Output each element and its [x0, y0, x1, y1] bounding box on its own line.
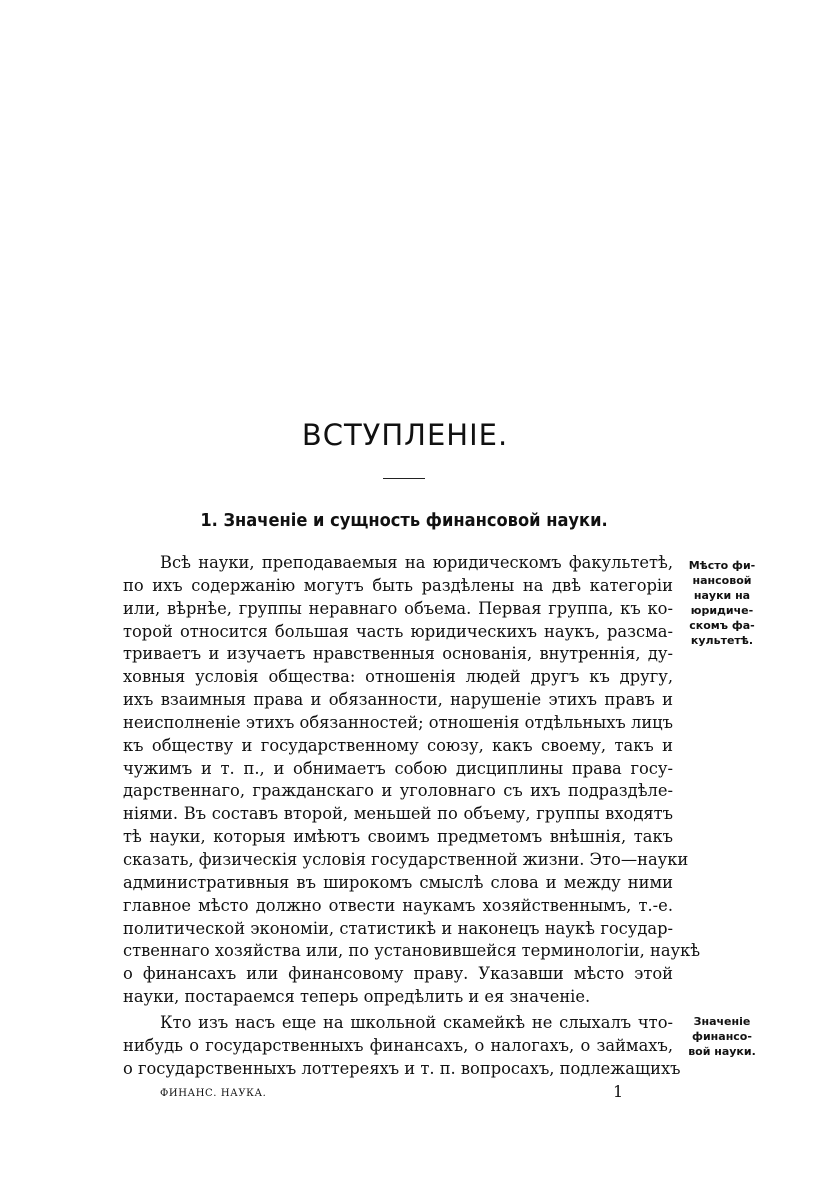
margin-note-line: финансо-: [692, 1030, 752, 1043]
text-line: ніями. Въ составъ второй, меньшей по объему, группы входятъ: [123, 804, 673, 824]
title-divider: [383, 478, 425, 479]
margin-note-line: юридиче-: [690, 604, 754, 617]
page-number: 1: [613, 1082, 624, 1101]
text-line: Всѣ науки, преподаваемыя на юридическомъ факультетѣ,: [160, 553, 673, 572]
text-line: ихъ взаимныя права и обязанности, нарушеніе этихъ правъ и: [123, 690, 673, 710]
text-line: Кто изъ насъ еще на школьной скамейкѣ не слыхалъ что-: [160, 1012, 673, 1032]
text-line: главное мѣсто должно отвести наукамъ хозяйственнымъ, т.-е.: [123, 895, 673, 915]
text-line: сказать, физическія условія государственной жизни. Это—науки: [123, 849, 689, 869]
text-line: тѣ науки, которыя имѣютъ своимъ предметомъ внѣшнія, такъ: [123, 827, 673, 847]
text-line: административныя въ широкомъ смыслѣ слова и между ними: [123, 872, 673, 892]
footer-signature-mark: ФИНАНС. НАУКА.: [160, 1088, 267, 1099]
margin-note-line: науки на: [693, 589, 751, 602]
section-heading: 1. Значеніе и сущность финансовой науки.: [200, 511, 608, 531]
margin-note-line: нансовой: [692, 574, 752, 587]
text-line: или, вѣрнѣе, группы неравнаго объема. Первая группа, къ ко-: [123, 598, 673, 618]
margin-note-line: Мѣсто фи-: [688, 559, 756, 572]
paragraph-1: [123, 552, 701, 1009]
text-line: ственнаго хозяйства или, по установившейся терминологіи, наукѣ: [123, 941, 701, 961]
text-line: торой относится большая часть юридическихъ наукъ, разсма-: [123, 621, 673, 641]
text-line: науки, постараемся теперь опредѣлить и ея значеніе.: [123, 987, 591, 1007]
text-line: о государственныхъ лоттереяхъ и т. п. вопросахъ, подлежащихъ: [123, 1058, 681, 1078]
text-line: триваетъ и изучаетъ нравственныя основанія, внутреннія, ду-: [123, 644, 673, 664]
text-line: нибудь о государственныхъ финансахъ, о налогахъ, о займахъ,: [123, 1035, 673, 1055]
text-line: ховныя условія общества: отношенія людей другъ къ другу,: [123, 667, 673, 687]
margin-note-line: вой науки.: [688, 1045, 756, 1058]
margin-note-line: скомъ фа-: [689, 619, 755, 632]
margin-note-line: Значеніе: [693, 1015, 751, 1028]
text-line: о финансахъ или финансовому праву. Указавши мѣсто этой: [123, 964, 673, 984]
margin-note-faculty-place: [683, 558, 761, 648]
text-line: политической экономіи, статистикѣ и наконецъ наукѣ государ-: [123, 918, 673, 938]
margin-note-significance: [683, 1014, 761, 1059]
margin-note-line: культетѣ.: [690, 634, 754, 647]
text-line: чужимъ и т. п., и обнимаетъ собою дисциплины права госу-: [123, 758, 673, 778]
text-line: къ обществу и государственному союзу, какъ своему, такъ и: [123, 735, 673, 755]
text-line: дарственнаго, гражданскаго и уголовнаго съ ихъ подраздѣле-: [123, 781, 673, 801]
text-line: неисполненіе этихъ обязанностей; отношенія отдѣльныхъ лицъ: [123, 712, 673, 732]
chapter-title: ВСТУПЛЕНІЕ.: [301, 418, 509, 452]
body-text: [123, 552, 701, 1080]
paragraph-2: [123, 1012, 681, 1081]
text-line: по ихъ содержанію могутъ быть раздѣлены на двѣ категоріи: [123, 575, 673, 595]
